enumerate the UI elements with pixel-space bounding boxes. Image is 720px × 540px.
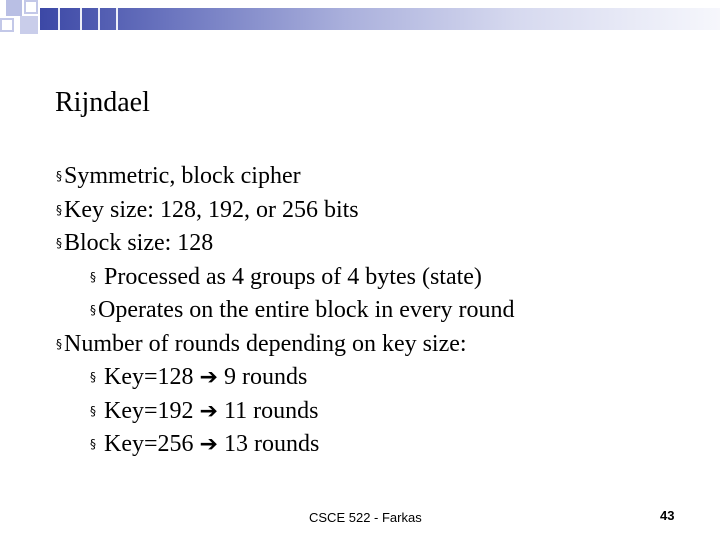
round-count-label: 13 rounds: [223, 431, 320, 457]
header-bar-segment: [102, 8, 118, 30]
key-size-label: Key=128: [104, 364, 194, 390]
key-size-label: Key=192: [104, 397, 194, 424]
header-bar-segment: [62, 8, 82, 30]
slide-title: Rijndael: [55, 87, 150, 118]
bullet-text: Processed as 4 groups of 4 bytes (state): [104, 263, 482, 290]
corner-square-outline-decoration: [0, 18, 14, 32]
header-gradient-bar: [40, 8, 720, 30]
bullet-marker: §: [56, 202, 62, 217]
bullet-item: [56, 194, 696, 228]
bullet-text: Operates on the entire block in every round: [98, 297, 515, 323]
slide-footer: CSCE 522 - Farkas: [309, 510, 422, 525]
right-arrow-icon: ➔: [199, 398, 218, 424]
corner-square-outline-decoration: [24, 0, 38, 14]
bullet-marker: §: [56, 236, 62, 250]
bullet-marker: §: [56, 336, 62, 351]
right-arrow-icon: ➔: [199, 432, 218, 457]
sub-bullet-item: [56, 261, 696, 295]
bullet-marker: §: [56, 169, 62, 183]
bullet-item: [56, 328, 696, 362]
sub-bullet-item: [56, 428, 696, 462]
bullet-marker: §: [90, 403, 96, 418]
bullet-list: [56, 160, 696, 462]
header-bar-segment: [40, 8, 60, 30]
bullet-text: Key size: 128, 192, or 256 bits: [64, 196, 359, 223]
bullet-item: [56, 227, 696, 261]
key-size-label: Key=256: [104, 431, 194, 457]
bullet-text: Number of rounds depending on key size:: [64, 330, 467, 357]
bullet-marker: §: [90, 303, 96, 317]
corner-square-decoration: [20, 16, 38, 34]
sub-bullet-item: [56, 361, 696, 395]
round-count-label: 11 rounds: [223, 397, 319, 424]
header-bar-segment: [84, 8, 100, 30]
corner-square-decoration: [6, 0, 22, 16]
bullet-marker: §: [90, 269, 96, 284]
bullet-text: Block size: 128: [64, 230, 214, 256]
bullet-marker: §: [90, 370, 96, 384]
sub-bullet-item: [56, 395, 696, 429]
bullet-item: [56, 160, 696, 194]
round-count-label: 9 rounds: [223, 364, 308, 390]
sub-bullet-item: [56, 294, 696, 328]
right-arrow-icon: ➔: [199, 365, 218, 390]
bullet-text: Symmetric, block cipher: [64, 163, 301, 189]
page-number: 43: [660, 508, 675, 523]
bullet-marker: §: [90, 437, 96, 451]
